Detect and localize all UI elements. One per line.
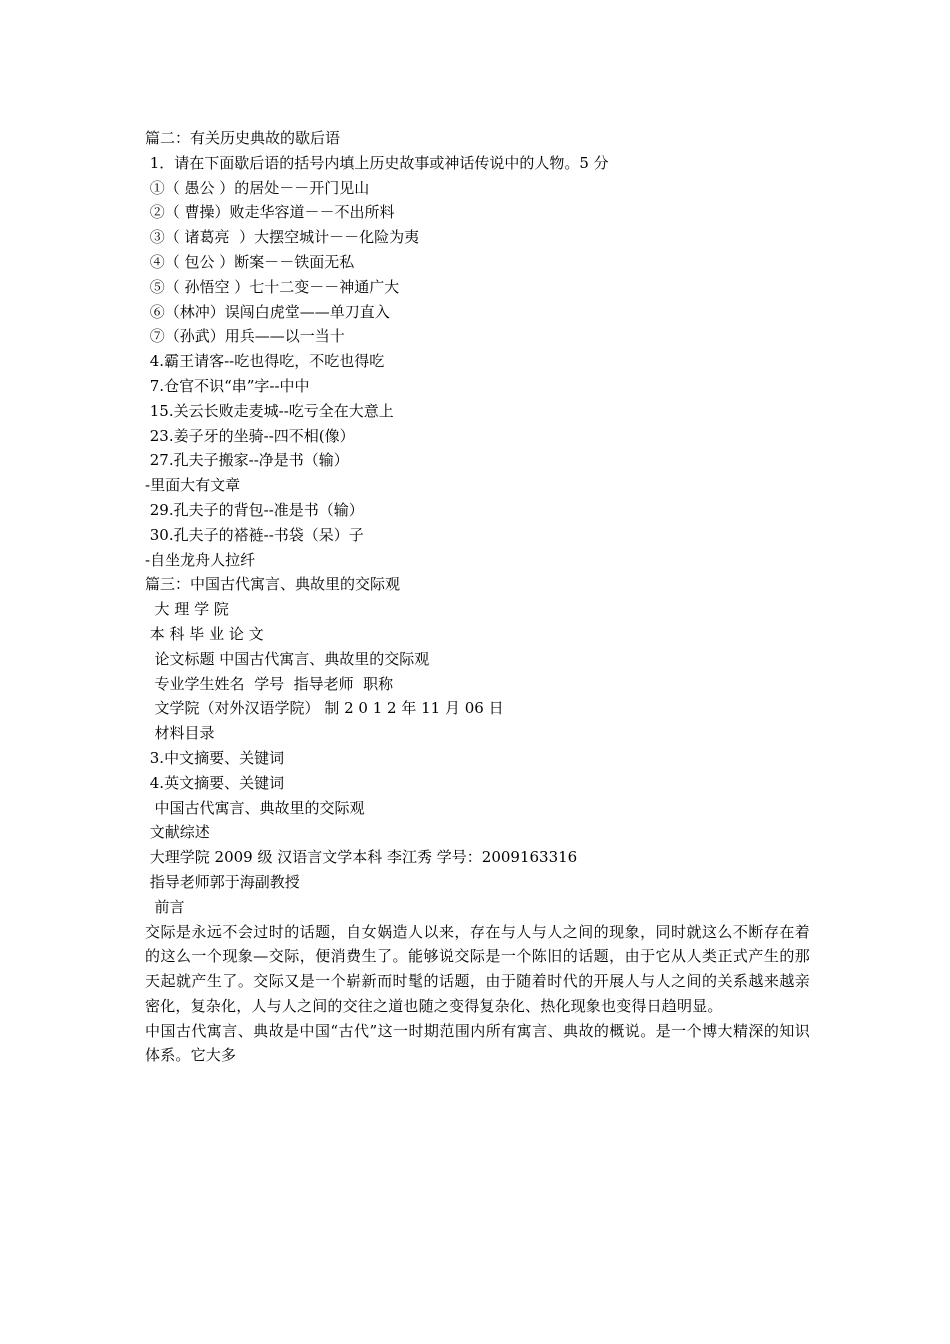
saying-item: 23.姜子牙的坐骑--四不相(像）: [145, 426, 355, 445]
answer-item: ⑤（ 孙悟空 ）七十二变－－神通广大: [145, 277, 400, 296]
student-info-line: 专业学生姓名 学号 指导老师 职称: [145, 674, 394, 693]
saying-item: 30.孔夫子的褡裢--书袋（呆）子: [145, 525, 364, 544]
author-info-line: 大理学院 2009 级 汉语言文学本科 李江秀 学号：2009163316: [145, 848, 578, 867]
preface-paragraph-2: 中国古代寓言、典故是中国“古代”这一时期范围内所有寓言、典故的概说。是一个博大精深的知识体系。它大多: [145, 1021, 810, 1065]
answer-item: ②（ 曹操）败走华容道－－不出所料: [145, 203, 395, 222]
saying-item: 4.霸王请客--吃也得吃，不吃也得吃: [145, 352, 385, 371]
saying-item: 15.关云长败走麦城--吃亏全在大意上: [145, 401, 394, 420]
saying-item: 27.孔夫子搬家--净是书（输）: [145, 451, 349, 470]
saying-item: -里面大有文章: [145, 476, 241, 495]
thesis-type: 本 科 毕 业 论 文: [145, 624, 264, 643]
answer-item: ⑦（孙武）用兵——以一当十: [145, 327, 345, 346]
university-name: 大 理 学 院: [145, 600, 229, 619]
saying-item: -自坐龙舟人拉纤: [145, 550, 256, 569]
answer-item: ④（ 包公 ）断案－－铁面无私: [145, 252, 355, 271]
saying-item: 7.仓官不识“串”字--中中: [145, 376, 310, 395]
section-title-3: 篇三：中国古代寓言、典故里的交际观: [145, 575, 401, 594]
document-body: [145, 126, 810, 1068]
answer-item: ③（ 诸葛亮 ）大摆空城计－－化险为夷: [145, 228, 420, 247]
answer-item: ⑥（林冲）误闯白虎堂——单刀直入: [145, 302, 390, 321]
preface-heading: 前言: [145, 897, 185, 916]
saying-item: 29.孔夫子的背包--准是书（输）: [145, 500, 364, 519]
thesis-title-line: 论文标题 中国古代寓言、典故里的交际观: [145, 649, 430, 668]
question-instruction: 1．请在下面歇后语的括号内填上历史故事或神话传说中的人物。5 分: [145, 153, 609, 172]
literature-review-heading: 文献综述: [145, 823, 210, 842]
toc-item: 3.中文摘要、关键词: [145, 748, 285, 767]
answer-item: ①（ 愚公 ）的居处－－开门见山: [145, 178, 370, 197]
toc-heading: 材料目录: [145, 724, 215, 743]
thesis-heading: 中国古代寓言、典故里的交际观: [145, 798, 365, 817]
section-title-2: 篇二：有关历史典故的歇后语: [145, 129, 341, 147]
advisor-line: 指导老师郭于海副教授: [145, 872, 300, 891]
toc-item: 4.英文摘要、关键词: [145, 773, 285, 792]
preface-paragraph-1: 交际是永远不会过时的话题，自女娲造人以来，存在与人与人之间的现象，同时就这么不断存在着的这么一个现象—交际，便消费生了。能够说交际是一个陈旧的话题，由于它从人类正式产生的那天起就产生了。交际又是一个崭新而时髦的话题，由于随着时代的开展人与人之间的关系越来越亲密化，复杂化，人与人之间的交往之道也随之变得复杂化、热化现象也变得日趋明显。: [145, 922, 810, 1015]
college-date-line: 文学院（对外汉语学院） 制 2 0 1 2 年 11 月 06 日: [145, 699, 504, 718]
